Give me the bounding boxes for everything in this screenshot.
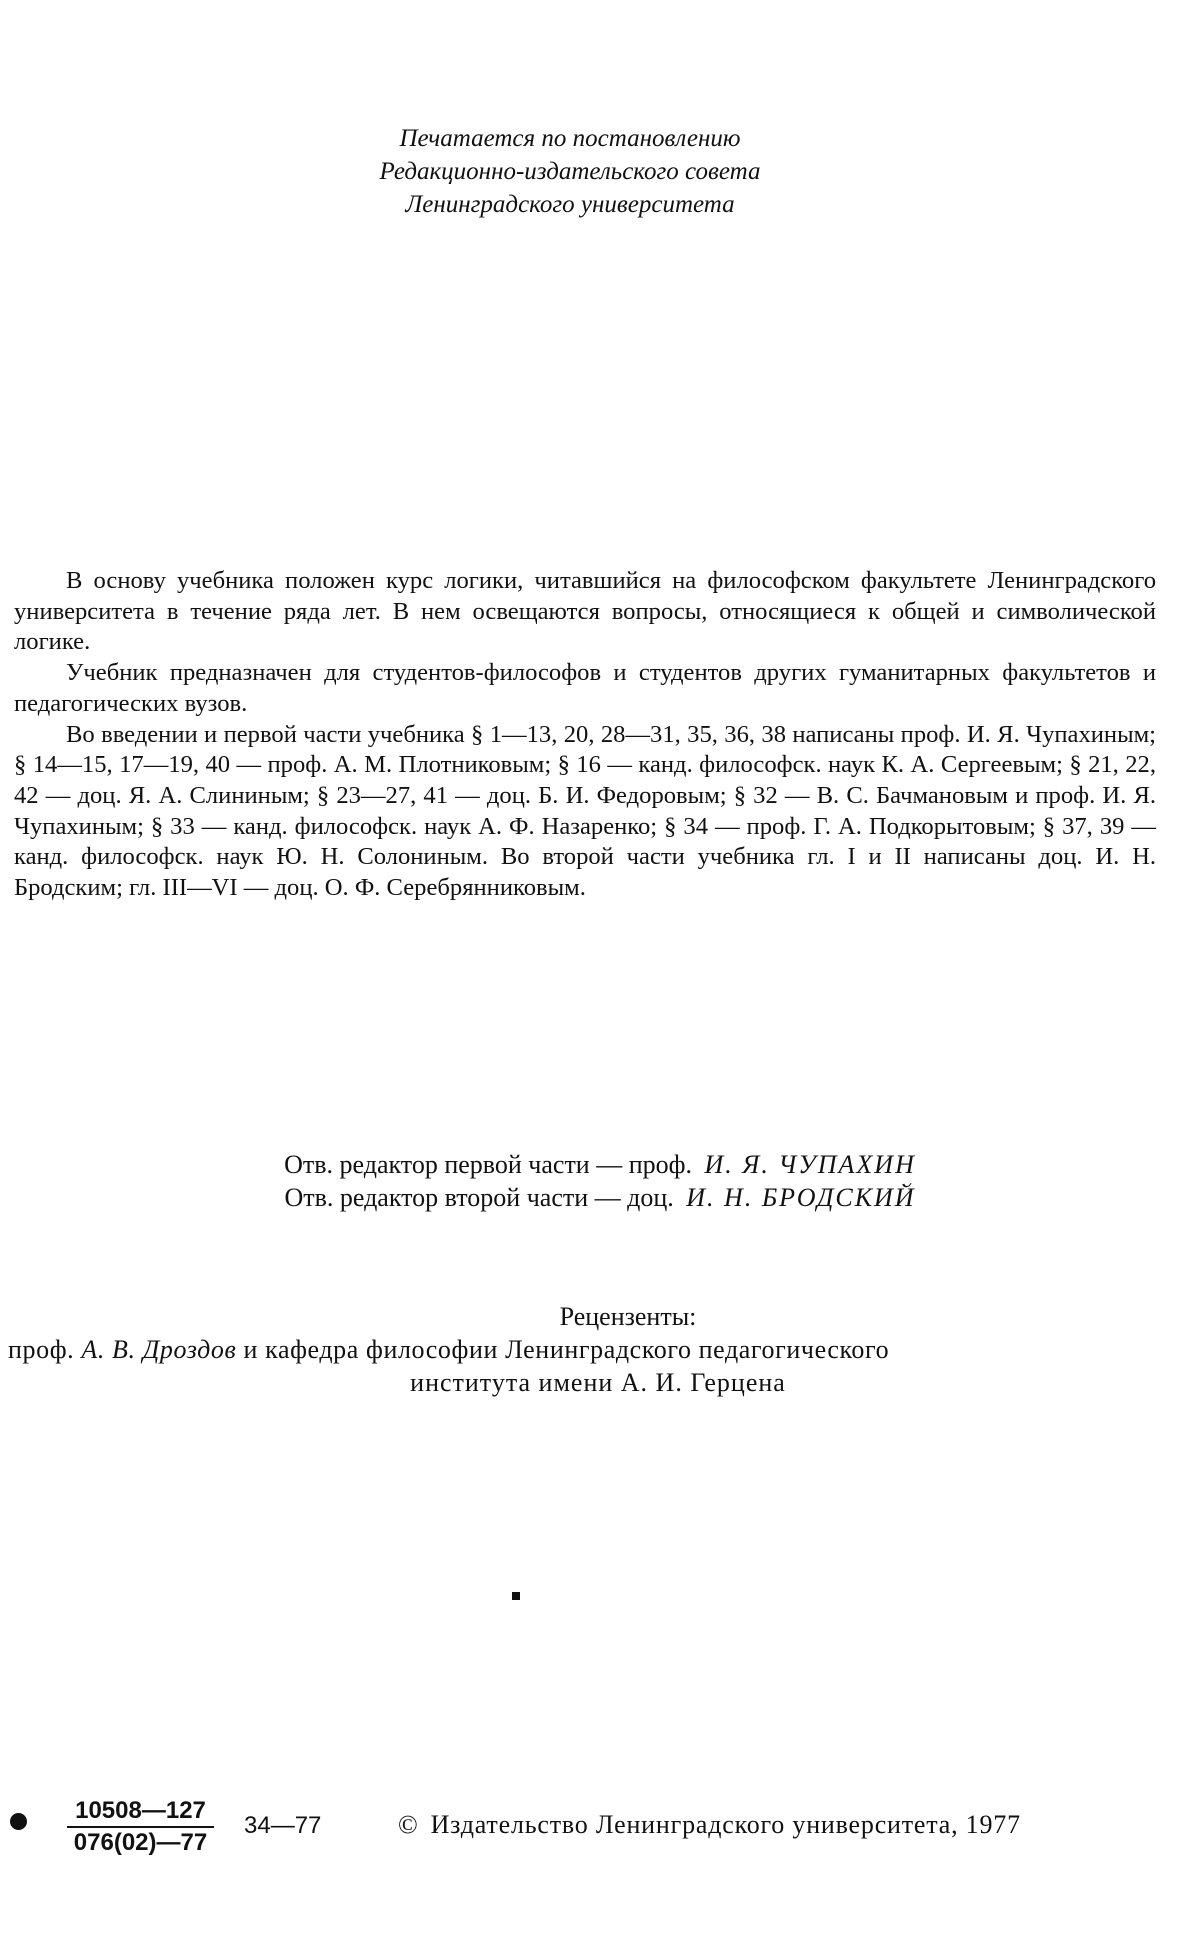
reviewers-title: Рецензенты: — [559, 1302, 697, 1331]
reviewers-line — [8, 1333, 1158, 1366]
print-speck — [512, 1592, 520, 1600]
book-annotation — [14, 566, 1156, 904]
order-code: 34—77 — [244, 1812, 322, 1839]
annotation-paragraph: Во введении и первой части учебника § 1—13, 20, 28—31, 35, 36, 38 написаны проф. И. Я. Чупахиным; § 14—15, 17—19, 40 — проф. А. М. Плотниковым; § 16 — канд. философск. наук К. А. Сергеевым; § 21, 22, 42 — доц. Я. А. Слининым; § 23—27, 41 — доц. Б. И. Федоровым; § 32 — В. С. Бачмановым и проф. И. Я. Чупахиным; § 33 — канд. философск. наук А. Ф. Назаренко; § 34 — проф. Г. А. Подкорытовым; § 37, 39 — канд. философск. наук Ю. Н. Солониным. Во второй части учебника гл. I и II написаны доц. И. Н. Бродским; гл. III—VI — доц. О. Ф. Серебрянниковым. — [14, 720, 1156, 902]
editor-role: Отв. редактор первой части — проф. — [284, 1150, 692, 1179]
copyright-line — [398, 1810, 1021, 1840]
fraction-numerator: 10508—127 — [67, 1796, 214, 1828]
editor-second-part — [100, 1181, 1100, 1214]
publication-imprint — [200, 122, 940, 221]
reviewer-department: и кафедра философии Ленинградского педагогического — [243, 1335, 890, 1364]
reviewers-block — [8, 1300, 1158, 1399]
responsible-editors — [100, 1148, 1100, 1214]
imprint-line: Ленинградского университета — [405, 191, 735, 218]
reviewer-prefix: проф. — [8, 1335, 75, 1364]
annotation-paragraph: Учебник предназначен для студентов-философов и студентов других гуманитарных факультетов и педагогических вузов. — [14, 659, 1156, 717]
editor-first-part — [100, 1148, 1100, 1181]
editor-role: Отв. редактор второй части — доц. — [284, 1183, 674, 1212]
annotation-paragraph: В основу учебника положен курс логики, читавшийся на философском факультете Ленинградского университета в течение ряда лет. В нем освещаются вопросы, относящиеся к общей и символической логике. — [14, 567, 1156, 656]
bullet-marker-icon — [10, 1813, 27, 1830]
editor-name: И. Я. ЧУПАХИН — [704, 1150, 916, 1179]
imprint-footer — [10, 1796, 1160, 1860]
catalog-fraction — [48, 1796, 233, 1858]
reviewer-name: А. В. Дроздов — [81, 1335, 237, 1364]
copyright-icon: © — [398, 1810, 419, 1839]
imprint-line: Редакционно-издательского совета — [379, 158, 761, 185]
fraction-denominator: 076(02)—77 — [73, 1829, 208, 1856]
reviewers-institute: института имени А. И. Герцена — [410, 1368, 786, 1397]
imprint-line: Печатается по постановлению — [399, 125, 741, 152]
copyright-text: Издательство Ленинградского университета, 1977 — [430, 1810, 1021, 1839]
editor-name: И. Н. БРОДСКИЙ — [686, 1183, 916, 1212]
